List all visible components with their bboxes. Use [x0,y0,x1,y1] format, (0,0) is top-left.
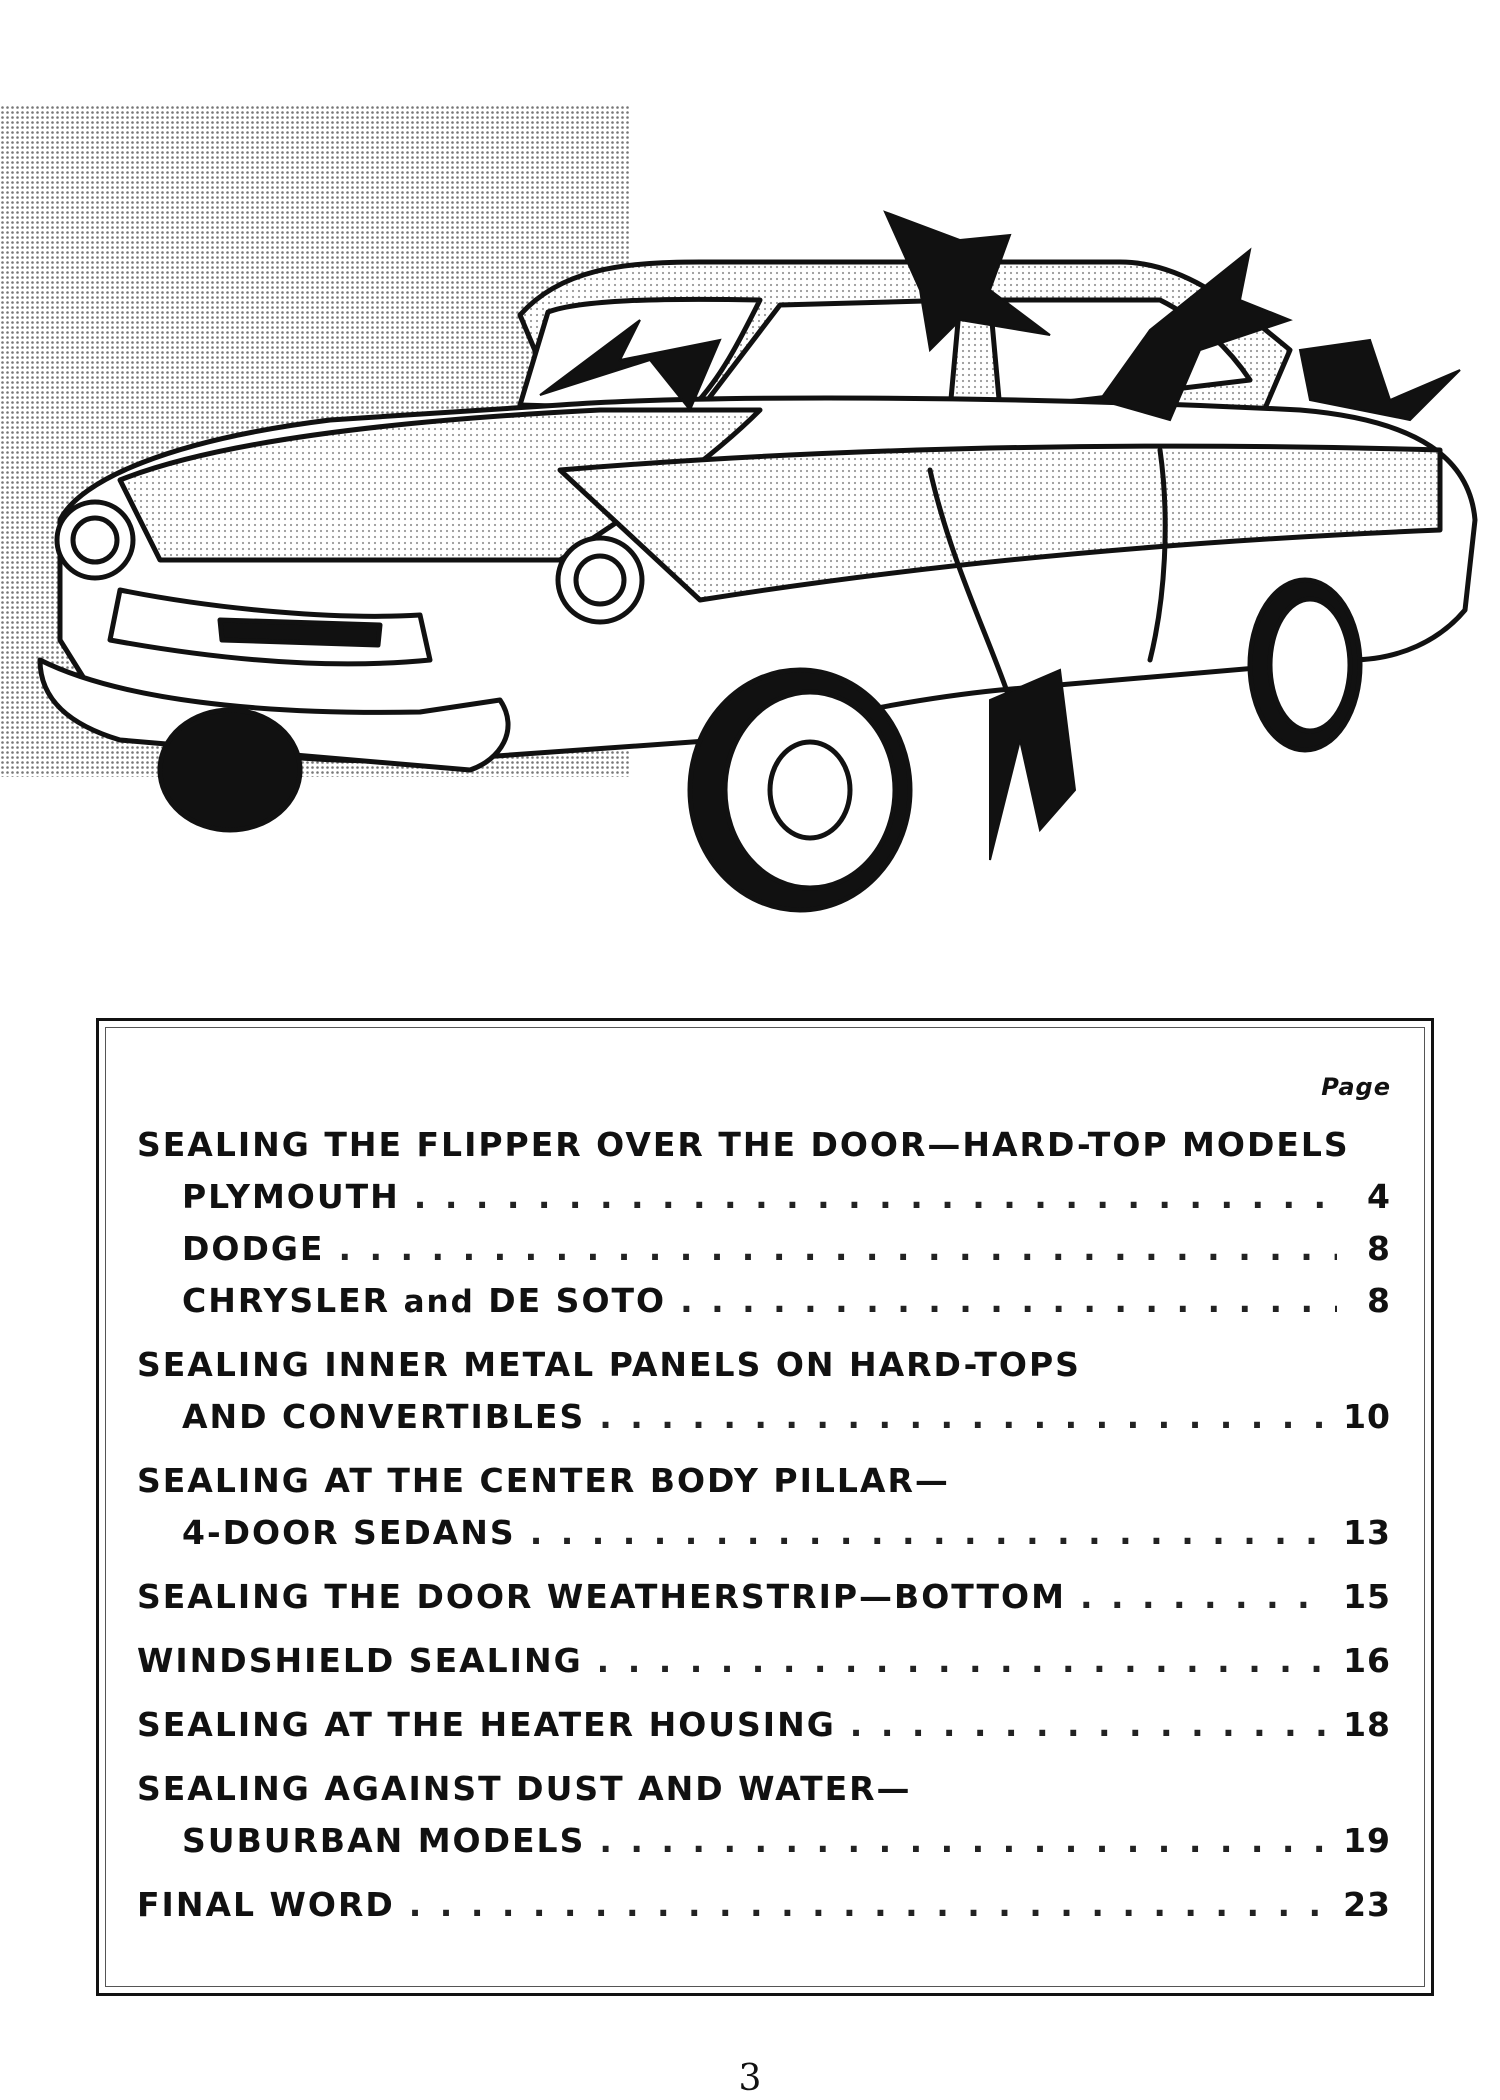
toc-entry-title: SEALING THE DOOR WEATHERSTRIP—BOTTOM [137,1577,1066,1616]
dot-leader [409,1885,1329,1924]
toc-entry-title: PLYMOUTH [182,1177,400,1216]
toc-entry [137,1125,1391,1169]
toc-entry-title: SEALING INNER METAL PANELS ON HARD-TOPS [137,1345,1081,1384]
toc-entry [137,1641,1391,1685]
toc-entry-title: SUBURBAN MODELS [182,1821,586,1860]
toc-entry-page: 23 [1343,1885,1391,1924]
toc-entry-title: FINAL WORD [137,1885,395,1924]
page-number: 3 [738,2058,762,2099]
toc-entry-page: 19 [1343,1821,1391,1860]
toc-entry-title: SEALING AT THE CENTER BODY PILLAR— [137,1461,950,1500]
toc-entry-page: 15 [1343,1577,1391,1616]
toc-entry-title: 4-DOOR SEDANS [182,1513,516,1552]
dot-leader [414,1177,1337,1216]
toc-entry [137,1577,1391,1621]
toc-entry [182,1397,1391,1441]
dot-leader [680,1281,1337,1320]
toc-entry-title: AND CONVERTIBLES [182,1397,586,1436]
toc-entry [182,1513,1391,1557]
toc-entry-title: WINDSHIELD SEALING [137,1641,583,1680]
toc-entry-page: 10 [1343,1397,1391,1436]
page-column-header: Page [1321,1073,1391,1101]
arrow-icon [1300,340,1460,420]
dot-leader [338,1229,1337,1268]
toc-entry-page: 4 [1367,1177,1391,1216]
toc-entry-page: 16 [1343,1641,1391,1680]
toc-entry-title: SEALING AGAINST DUST AND WATER— [137,1769,912,1808]
toc-entry-page: 18 [1343,1705,1391,1744]
toc-entry [137,1885,1391,1929]
toc-entry [137,1769,1391,1813]
toc-entry-title: SEALING AT THE HEATER HOUSING [137,1705,836,1744]
toc-entry-page: 8 [1367,1229,1391,1268]
dot-leader [1080,1577,1329,1616]
toc-entry [182,1177,1391,1221]
toc-entry-title: CHRYSLER and DE SOTO [182,1281,667,1320]
toc-entry-page: 8 [1367,1281,1391,1320]
arrow-icon [990,670,1075,860]
toc-entry [137,1345,1391,1389]
toc-entry [182,1281,1391,1325]
toc-entry [182,1821,1391,1865]
dot-leader [599,1821,1329,1860]
car-illustration [0,0,1500,950]
table-of-contents [96,1018,1434,1996]
toc-entry-title: DODGE [182,1229,325,1268]
dot-leader [530,1513,1329,1552]
toc-entry [182,1229,1391,1273]
toc-entry-title: SEALING THE FLIPPER OVER THE DOOR—HARD-TOP MODELS [137,1125,1350,1164]
dot-leader [599,1397,1329,1436]
toc-entry [137,1705,1391,1749]
dot-leader [850,1705,1329,1744]
toc-entry [137,1461,1391,1505]
dot-leader [597,1641,1329,1680]
toc-entry-page: 13 [1343,1513,1391,1552]
